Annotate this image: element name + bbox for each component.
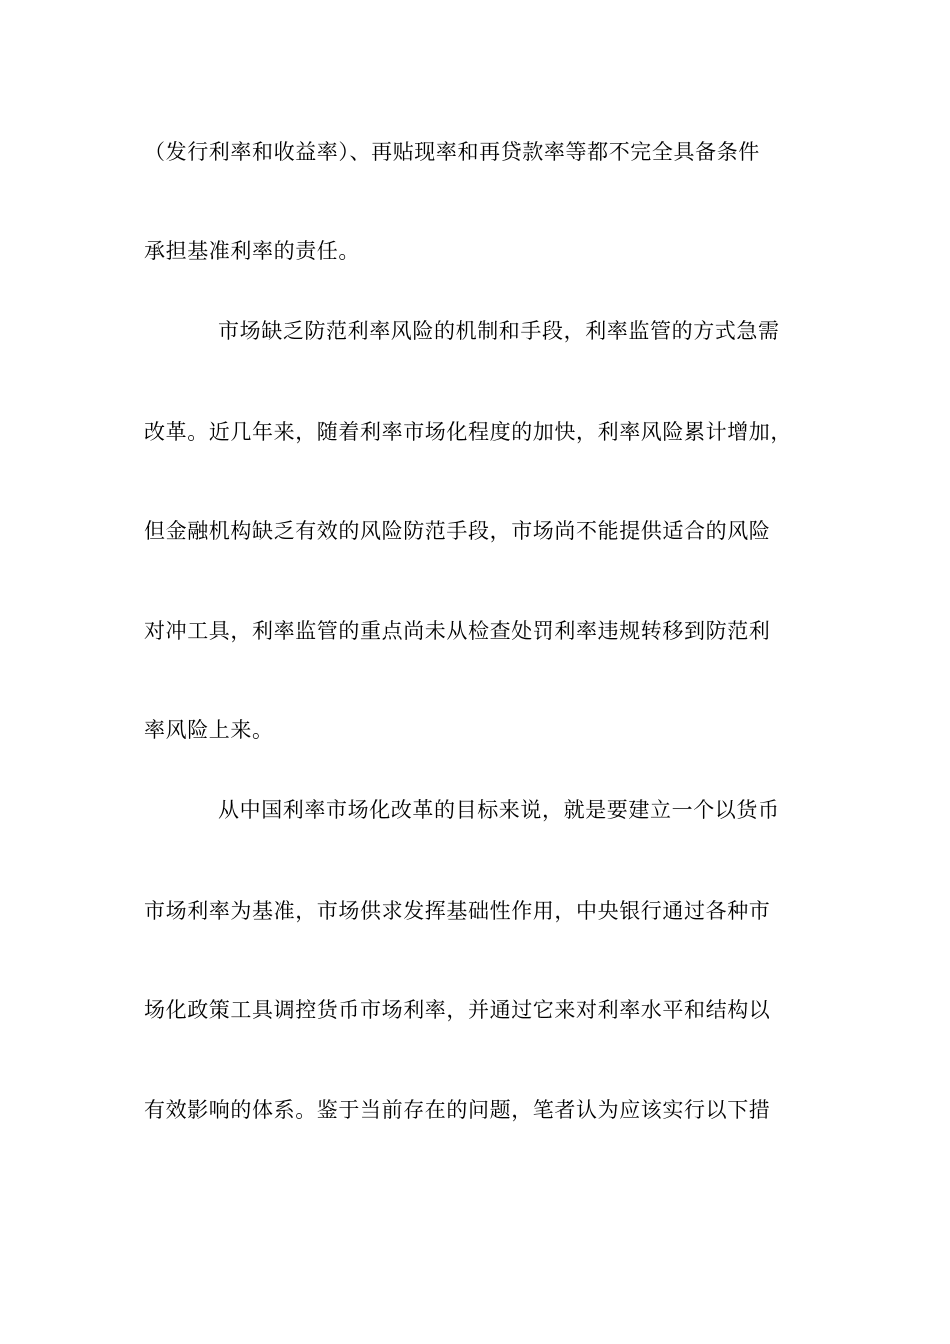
paragraph-start-line: 市场缺乏防范利率风险的机制和手段，利率监管的方式急需 (218, 319, 780, 343)
text-line: 但金融机构缺乏有效的风险防范手段，市场尚不能提供适合的风险 (144, 519, 771, 543)
text-line: 承担基准利率的责任。 (144, 239, 360, 263)
text-line: 率风险上来。 (144, 718, 274, 742)
text-line: 场化政策工具调控货币市场利率，并通过它来对利率水平和结构以 (144, 998, 771, 1022)
text-line: 有效影响的体系。鉴于当前存在的问题，笔者认为应该实行以下措 (144, 1098, 771, 1122)
paragraph-start-line: 从中国利率市场化改革的目标来说，就是要建立一个以货币 (218, 798, 780, 822)
text-line: 市场利率为基准，市场供求发挥基础性作用，中央银行通过各种市 (144, 899, 771, 923)
text-line: （发行利率和收益率）、再贴现率和再贷款率等都不完全具备条件 (144, 140, 760, 164)
text-line: 改革。近几年来，随着利率市场化程度的加快，利率风险累计增加， (144, 420, 792, 444)
text-line: 对冲工具，利率监管的重点尚未从检查处罚利率违规转移到防范利 (144, 619, 771, 643)
